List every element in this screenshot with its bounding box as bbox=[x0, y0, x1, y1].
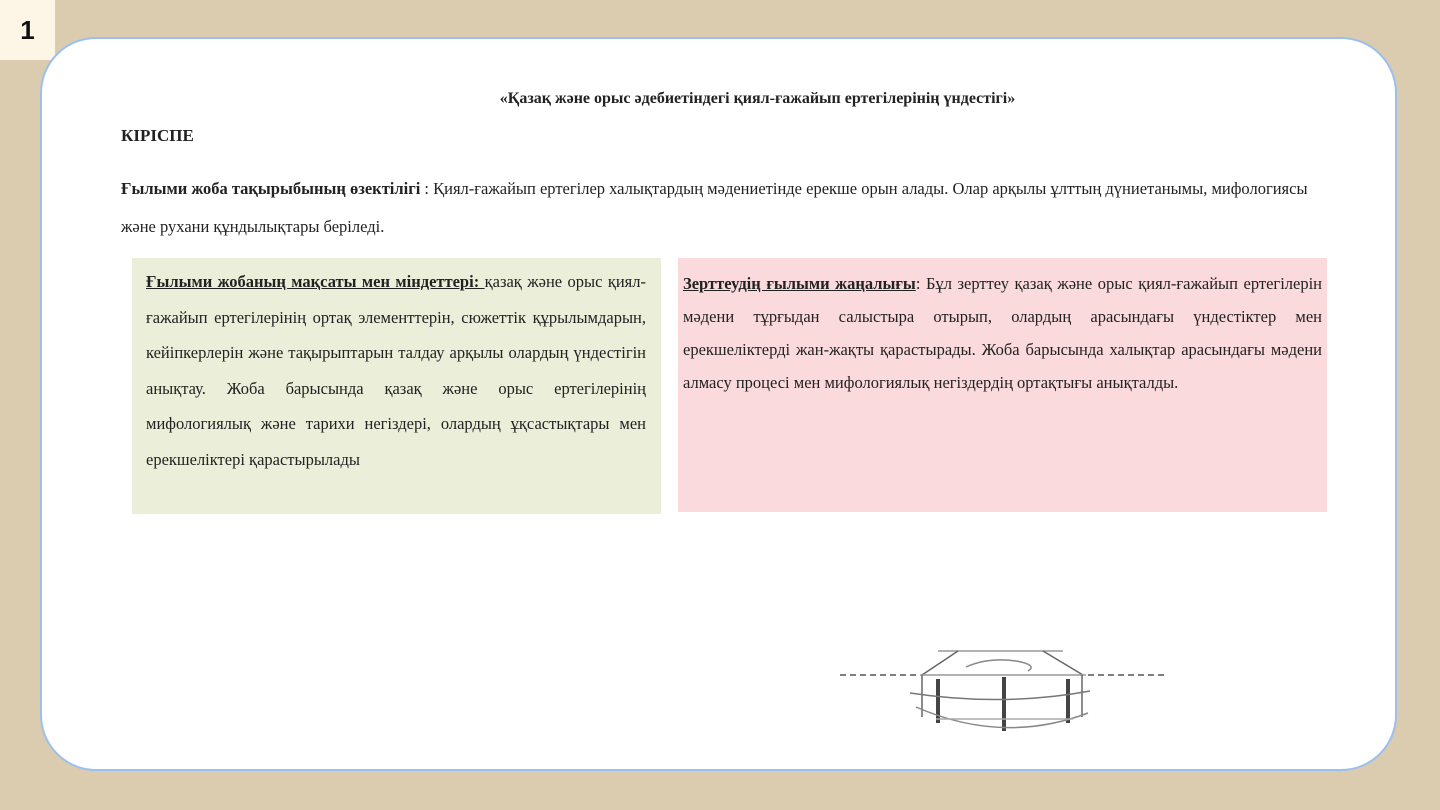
goals-box bbox=[132, 258, 661, 514]
yurt-sketch-icon bbox=[838, 645, 1168, 737]
novelty-label: Зерттеудің ғылыми жаңалығы bbox=[683, 274, 916, 293]
intro-label: Ғылыми жоба тақырыбының өзектілігі bbox=[121, 179, 421, 198]
slide-number: 1 bbox=[0, 0, 55, 60]
intro-paragraph bbox=[121, 170, 1321, 246]
page-title: «Қазақ және орыс әдебиетіндегі қиял-ғажайып ертегілерінің үндестігі» bbox=[499, 90, 1016, 107]
novelty-text: : Бұл зерттеу қазақ және орыс қиял-ғажайып ертегілерін мәдени тұрғыдан салыстыра отырып, олардың арасындағы үндестіктер мен ерекшеліктерді жан-жақты қарастырады. Жоба барысында халықтар арасындағы мәдени алмасу процесі мен мифологиялық негіздердің ортақтығы анықталды. bbox=[683, 274, 1322, 392]
goals-label: Ғылыми жобаның мақсаты мен міндеттері: bbox=[146, 272, 485, 291]
goals-text: қазақ және орыс қиял-ғажайып ертегілерінің ортақ элементтерін, сюжеттік құрылымдарын, кейіпкерлерін және тақырыптарын талдау арқылы олардың үндестігін анықтау. Жоба барысында қазақ және орыс ертегілерінің мифологиялық және тарихи негіздері, олардың ұқсастықтары мен ерекшеліктері қарастырылады bbox=[146, 272, 646, 469]
intro-text: : Қиял-ғажайып ертегілер халықтардың мәдениетінде ерекше орын алады. Олар арқылы ұлттың дүниетанымы, мифологиясы және рухани құндылықтары беріледі. bbox=[121, 179, 1308, 236]
novelty-box bbox=[678, 258, 1327, 512]
section-heading: КІРІСПЕ bbox=[121, 126, 194, 145]
